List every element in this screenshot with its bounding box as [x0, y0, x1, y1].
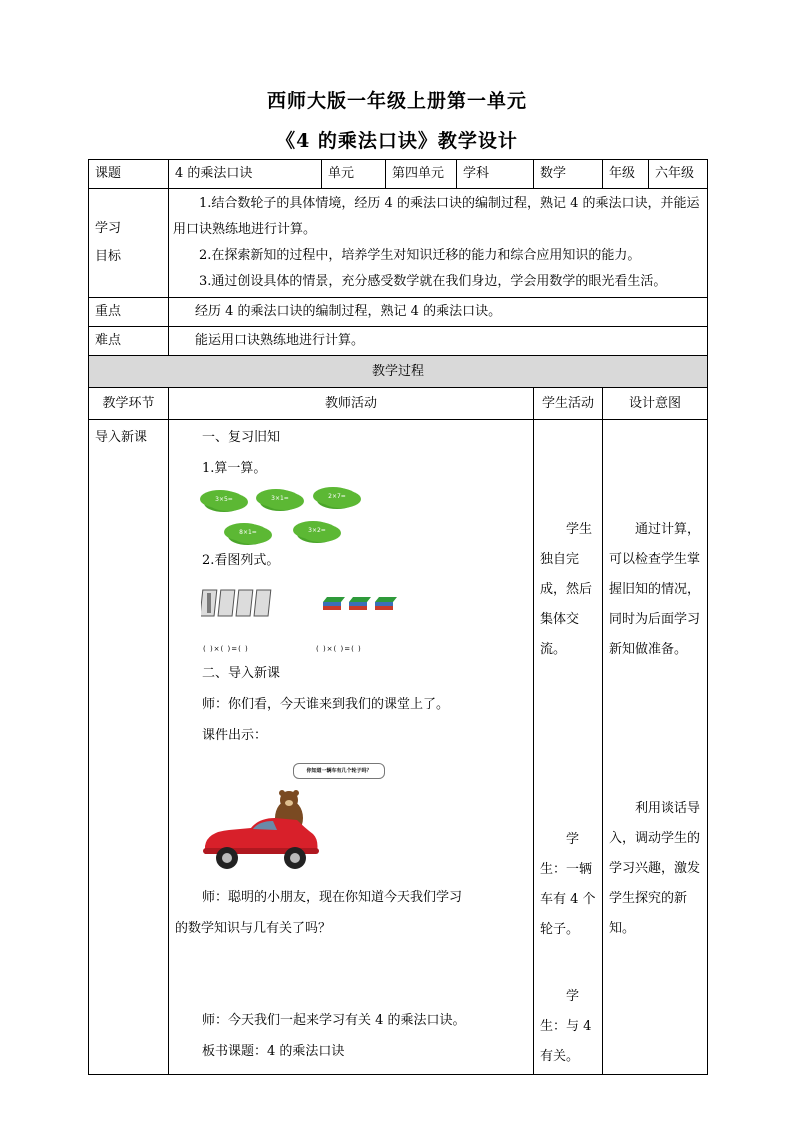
- goals-label: 学习目标: [89, 189, 169, 298]
- student-activity: [534, 420, 603, 1075]
- goal-item-2: 2.在探索新知的过程中，培养学生对知识迁移的能力和综合应用知识的能力。: [199, 248, 641, 263]
- student-note-2: 学生：一辆车有 4 个轮子。: [540, 832, 596, 937]
- teacher-line-3b: 的数学知识与几有关了吗？: [175, 921, 332, 936]
- goal-item-1: 1.结合数轮子的具体情境，经历 4 的乘法口诀的编制过程，熟记 4 的乘法口诀，并能运用口诀熟练地进行计算。: [173, 196, 700, 237]
- student-note-3: 学生：与 4 有关。: [540, 989, 592, 1064]
- teacher-activity: [169, 420, 534, 1075]
- math-cloud-4: 8×1=: [228, 524, 268, 542]
- design-intent: [603, 420, 708, 1075]
- expr-blank-2: ( )×( )=( ): [316, 645, 362, 653]
- col-intent-header: 设计意图: [603, 388, 708, 420]
- topic-label: 课题: [89, 160, 169, 189]
- difficulty-label: 难点: [89, 327, 169, 356]
- process-title-row: [89, 356, 708, 388]
- difficulty-row: [89, 327, 708, 356]
- doc-title-line1: 西师大版一年级上册第一单元: [266, 90, 527, 112]
- info-row: [89, 160, 708, 189]
- unit-value: 第四单元: [386, 160, 457, 189]
- grade-value: 六年级: [649, 160, 708, 189]
- doc-title-line2: 《4 的乘法口诀》教学设计: [276, 130, 518, 152]
- teacher-line-3a: 师：聪明的小朋友，现在你知道今天我们学习: [202, 890, 463, 905]
- goals-row: [89, 189, 708, 298]
- col-teacher-header: 教师活动: [169, 388, 534, 420]
- rulers-picture: [201, 588, 281, 620]
- difficulty-value: 能运用口诀熟练地进行计算。: [169, 327, 708, 356]
- math-cloud-2: 3×1=: [260, 490, 300, 508]
- subject-value: 数学: [534, 160, 603, 189]
- expr-blank-1: ( )×( )=( ): [203, 645, 249, 653]
- speech-bubble: 你知道一辆车有几个轮子吗？: [293, 763, 385, 779]
- key-point-row: [89, 298, 708, 327]
- calc-heading: 1.算一算。: [202, 461, 267, 476]
- process-title: 教学过程: [89, 356, 708, 388]
- process-row: [89, 420, 708, 1075]
- key-point-label: 重点: [89, 298, 169, 327]
- key-point-value: 经历 4 的乘法口诀的编制过程，熟记 4 的乘法口诀。: [169, 298, 708, 327]
- goals-content: [169, 189, 708, 298]
- intent-note-2: 利用谈话导入，调动学生的学习兴趣，激发学生探究的新知。: [609, 801, 701, 936]
- grade-label: 年级: [603, 160, 649, 189]
- teacher-line-1: 师：你们看，今天谁来到我们的课堂上了。: [202, 697, 450, 712]
- books-picture: [321, 594, 403, 618]
- stage-cell: [89, 420, 169, 1075]
- math-cloud-1: 3×5=: [204, 491, 244, 509]
- subject-label: 学科: [457, 160, 534, 189]
- teacher-line-2: 课件出示：: [202, 728, 268, 743]
- intent-note-1: 通过计算，可以检查学生掌握旧知的情况，同时为后面学习新知做准备。: [609, 522, 701, 657]
- goal-item-3: 3.通过创设具体的情景，充分感受数学就在我们身边，学会用数学的眼光看生活。: [199, 274, 667, 289]
- math-cloud-5: 3×2=: [297, 522, 337, 540]
- stage-label: 导入新课: [95, 430, 148, 445]
- process-header-row: [89, 388, 708, 420]
- col-student-header: 学生活动: [534, 388, 603, 420]
- teacher-line-4: 师：今天我们一起来学习有关 4 的乘法口诀。: [202, 1013, 466, 1028]
- col-stage-header: 教学环节: [89, 388, 169, 420]
- math-cloud-3: 2×7=: [317, 488, 357, 506]
- intro-heading: 二、导入新课: [202, 666, 281, 681]
- student-note-1: 学生独自完成，然后集体交流。: [540, 522, 593, 657]
- unit-label: 单元: [322, 160, 386, 189]
- car-with-bear-picture: [201, 788, 321, 878]
- teacher-line-5: 板书课题：4 的乘法口诀: [202, 1044, 345, 1059]
- picture-heading: 2.看图列式。: [202, 553, 280, 568]
- topic-value: 4 的乘法口诀: [169, 160, 322, 189]
- lesson-plan-table: [88, 159, 708, 1075]
- review-heading: 一、复习旧知: [202, 430, 281, 445]
